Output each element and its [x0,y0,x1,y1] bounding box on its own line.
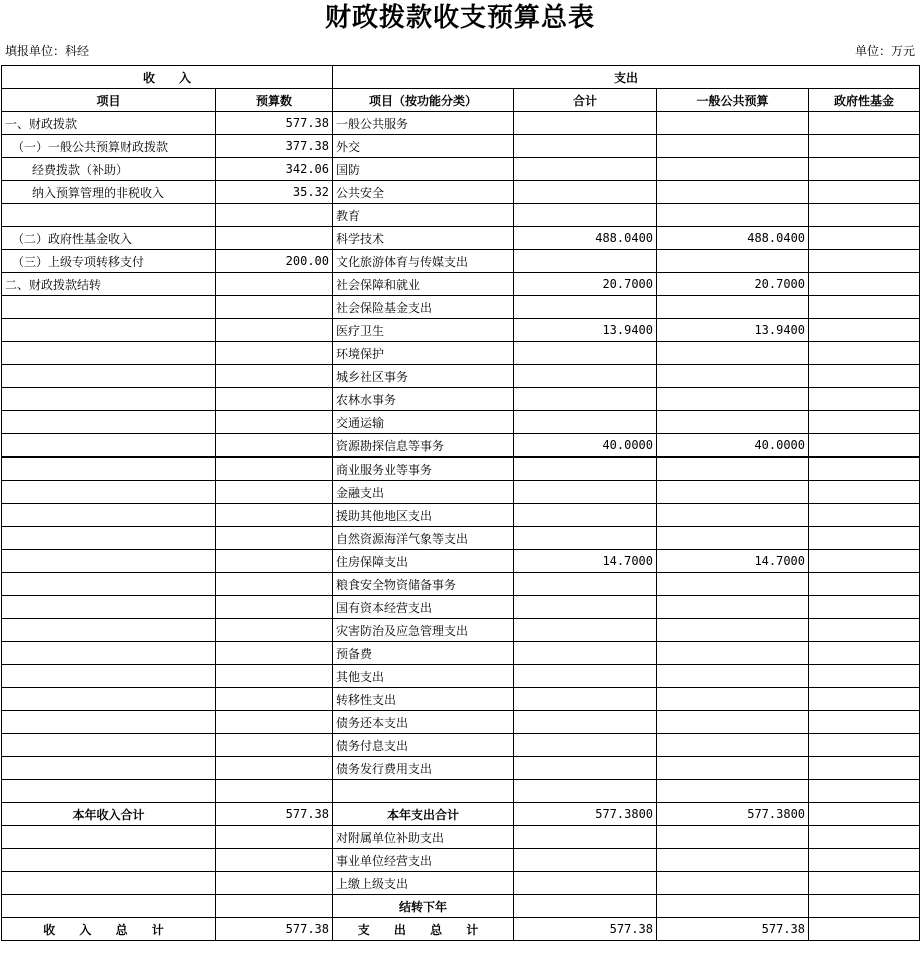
expense-item: 自然资源海洋气象等支出 [333,527,514,550]
expense-item: 资源勘探信息等事务 [333,434,514,458]
expense-item: 上缴上级支出 [333,872,514,895]
expense-item: 债务发行费用支出 [333,757,514,780]
expense-total [514,457,657,481]
income-budget: 577.38 [216,112,333,135]
expense-item: 金融支出 [333,481,514,504]
income-item [2,596,216,619]
income-budget [216,573,333,596]
expense-fund [809,227,920,250]
income-item [2,527,216,550]
income-budget [216,642,333,665]
expense-item: 一般公共服务 [333,112,514,135]
income-item [2,734,216,757]
expense-item: 国有资本经营支出 [333,596,514,619]
income-item [2,665,216,688]
income-item [2,365,216,388]
income-item [2,319,216,342]
expense-total [514,481,657,504]
expense-item: 公共安全 [333,181,514,204]
expense-general: 20.7000 [657,273,809,296]
expense-total [514,688,657,711]
income-item [2,342,216,365]
grand-expense-label: 支 出 总 计 [333,918,514,941]
expense-total: 40.0000 [514,434,657,458]
income-item [2,481,216,504]
year-expense-general: 577.3800 [657,803,809,826]
expense-total [514,411,657,434]
year-expense-fund [809,803,920,826]
income-budget [216,457,333,481]
expense-fund [809,319,920,342]
expense-general [657,250,809,273]
expense-item: 国防 [333,158,514,181]
expense-item: 社会保障和就业 [333,273,514,296]
expense-total [514,504,657,527]
grand-expense-fund [809,918,920,941]
income-budget [216,734,333,757]
expense-total [514,342,657,365]
income-budget [216,273,333,296]
income-item [2,411,216,434]
table-row [2,734,920,757]
expense-item: 社会保险基金支出 [333,296,514,319]
table-row [2,411,920,434]
income-item: 经费拨款（补助） [2,158,216,181]
budget-rows [2,112,920,803]
expense-total [514,734,657,757]
income-budget [216,411,333,434]
expense-total [514,573,657,596]
expense-total [514,711,657,734]
expense-fund [809,388,920,411]
expense-fund [809,273,920,296]
income-budget [216,665,333,688]
expense-fund [809,780,920,803]
expense-item: 事业单位经营支出 [333,849,514,872]
expense-fund [809,457,920,481]
expense-general [657,573,809,596]
expense-total [514,596,657,619]
expense-total [514,204,657,227]
expense-general: 488.0400 [657,227,809,250]
table-row [2,250,920,273]
table-row [2,780,920,803]
unit-line [0,37,920,65]
income-budget [216,204,333,227]
expense-general: 13.9400 [657,319,809,342]
income-budget [216,596,333,619]
income-item: 纳入预算管理的非税收入 [2,181,216,204]
expense-item: 援助其他地区支出 [333,504,514,527]
expense-general [657,204,809,227]
expense-total [514,527,657,550]
expense-fund [809,757,920,780]
grand-expense-general: 577.38 [657,918,809,941]
income-item [2,573,216,596]
table-row [2,481,920,504]
expense-fund [809,296,920,319]
income-budget [216,434,333,458]
year-total-row [2,803,920,826]
income-budget [216,227,333,250]
expense-general [657,504,809,527]
table-row [2,596,920,619]
table-row [2,527,920,550]
income-budget [216,296,333,319]
year-expense-total: 577.3800 [514,803,657,826]
income-budget [216,319,333,342]
table-row [2,342,920,365]
expense-fund [809,642,920,665]
expense-general [657,181,809,204]
grand-total-row [2,918,920,941]
expense-general [657,342,809,365]
expense-fund [809,527,920,550]
expense-item: 债务还本支出 [333,711,514,734]
expense-fund [809,734,920,757]
expense-fund [809,573,920,596]
expense-item: 债务付息支出 [333,734,514,757]
expense-general [657,388,809,411]
income-item [2,688,216,711]
income-item: 一、财政拨款 [2,112,216,135]
expense-general [657,135,809,158]
income-item: 二、财政拨款结转 [2,273,216,296]
table-row [2,319,920,342]
expense-general [657,411,809,434]
income-item: （二）政府性基金收入 [2,227,216,250]
table-row [2,872,920,895]
income-budget [216,504,333,527]
income-item [2,550,216,573]
expense-fund [809,250,920,273]
income-item [2,711,216,734]
table-row [2,158,920,181]
expense-fund [809,596,920,619]
expense-item: 对附属单位补助支出 [333,826,514,849]
year-income-value: 577.38 [216,803,333,826]
income-budget [216,342,333,365]
table-row [2,849,920,872]
column-header-row [2,89,920,112]
expense-total: 488.0400 [514,227,657,250]
income-budget [216,619,333,642]
income-item [2,642,216,665]
income-budget: 377.38 [216,135,333,158]
expense-item: 教育 [333,204,514,227]
table-row [2,757,920,780]
table-row [2,504,920,527]
table-row [2,688,920,711]
expense-item: 外交 [333,135,514,158]
income-item [2,204,216,227]
expense-general [657,527,809,550]
expense-fund [809,550,920,573]
expense-item: 灾害防治及应急管理支出 [333,619,514,642]
expense-total [514,619,657,642]
year-income-label: 本年收入合计 [2,803,216,826]
expense-item: 商业服务业等事务 [333,457,514,481]
table-row [2,365,920,388]
expense-general [657,757,809,780]
expense-total [514,780,657,803]
table-row [2,273,920,296]
expense-total [514,112,657,135]
expense-general [657,457,809,481]
expense-general: 14.7000 [657,550,809,573]
expense-general [657,619,809,642]
col-header-func-item: 项目（按功能分类） [333,89,514,112]
expense-general [657,596,809,619]
col-header-general: 一般公共预算 [657,89,809,112]
expense-total [514,642,657,665]
expense-fund [809,665,920,688]
expense-fund [809,181,920,204]
income-budget [216,388,333,411]
expense-fund [809,711,920,734]
col-header-budget: 预算数 [216,89,333,112]
income-group-header: 收 入 [2,66,333,89]
expense-item: 城乡社区事务 [333,365,514,388]
expense-item: 转移性支出 [333,688,514,711]
income-budget [216,780,333,803]
expense-fund [809,504,920,527]
carry-forward-label: 结转下年 [333,895,514,918]
table-row [2,296,920,319]
expense-total [514,135,657,158]
page-title: 财政拨款收支预算总表 [324,3,595,33]
expense-general [657,296,809,319]
expense-total: 13.9400 [514,319,657,342]
income-budget [216,688,333,711]
expense-general [657,711,809,734]
expense-fund [809,619,920,642]
expense-general [657,158,809,181]
expense-general [657,365,809,388]
expense-general [657,688,809,711]
expense-item: 其他支出 [333,665,514,688]
expense-fund [809,434,920,458]
currency-unit: 单位：万元 [854,44,915,58]
expense-item: 农林水事务 [333,388,514,411]
income-item [2,434,216,458]
expense-item [333,780,514,803]
expense-item: 文化旅游体育与传媒支出 [333,250,514,273]
income-item [2,296,216,319]
income-budget: 342.06 [216,158,333,181]
table-row [2,181,920,204]
expense-total [514,158,657,181]
expense-general [657,780,809,803]
table-row [2,619,920,642]
expense-total [514,388,657,411]
income-item [2,388,216,411]
group-header-row [2,66,920,89]
carry-forward-row [2,895,920,918]
expense-fund [809,204,920,227]
table-row [2,550,920,573]
table-row [2,642,920,665]
expense-total [514,665,657,688]
income-item [2,780,216,803]
table-row [2,388,920,411]
expense-fund [809,112,920,135]
income-budget [216,757,333,780]
income-item [2,504,216,527]
expense-general [657,734,809,757]
income-budget [216,711,333,734]
expense-fund [809,688,920,711]
expense-item: 预备费 [333,642,514,665]
table-row [2,457,920,481]
income-budget [216,550,333,573]
income-item: （一）一般公共预算财政拨款 [2,135,216,158]
income-budget [216,481,333,504]
income-budget [216,527,333,550]
table-row [2,573,920,596]
grand-income-label: 收 入 总 计 [2,918,216,941]
expense-general [657,112,809,135]
table-row [2,112,920,135]
expense-item: 交通运输 [333,411,514,434]
expense-general [657,642,809,665]
expense-fund [809,158,920,181]
expense-fund [809,342,920,365]
table-row [2,434,920,458]
expense-item: 粮食安全物资储备事务 [333,573,514,596]
income-budget: 35.32 [216,181,333,204]
table-row [2,204,920,227]
expense-item: 环境保护 [333,342,514,365]
col-header-total: 合计 [514,89,657,112]
expense-group-header: 支出 [333,66,920,89]
income-item [2,457,216,481]
expense-total: 14.7000 [514,550,657,573]
expense-general [657,665,809,688]
col-header-item: 项目 [2,89,216,112]
expense-total [514,365,657,388]
expense-fund [809,481,920,504]
reporting-unit: 填报单位：科经 [5,44,90,58]
expense-general: 40.0000 [657,434,809,458]
col-header-fund: 政府性基金 [809,89,920,112]
expense-item: 住房保障支出 [333,550,514,573]
expense-total [514,296,657,319]
budget-table [1,65,920,941]
expense-total [514,181,657,204]
income-item [2,757,216,780]
income-budget: 200.00 [216,250,333,273]
income-budget [216,365,333,388]
year-expense-label: 本年支出合计 [333,803,514,826]
expense-general [657,481,809,504]
grand-expense-total: 577.38 [514,918,657,941]
expense-total [514,757,657,780]
expense-item: 医疗卫生 [333,319,514,342]
expense-item: 科学技术 [333,227,514,250]
expense-fund [809,365,920,388]
grand-income-value: 577.38 [216,918,333,941]
table-row [2,665,920,688]
after-total-rows [2,826,920,895]
expense-fund [809,135,920,158]
table-row [2,826,920,849]
income-item: （三）上级专项转移支付 [2,250,216,273]
expense-total [514,250,657,273]
table-row [2,135,920,158]
expense-fund [809,411,920,434]
expense-total: 20.7000 [514,273,657,296]
table-row [2,711,920,734]
table-row [2,227,920,250]
income-item [2,619,216,642]
